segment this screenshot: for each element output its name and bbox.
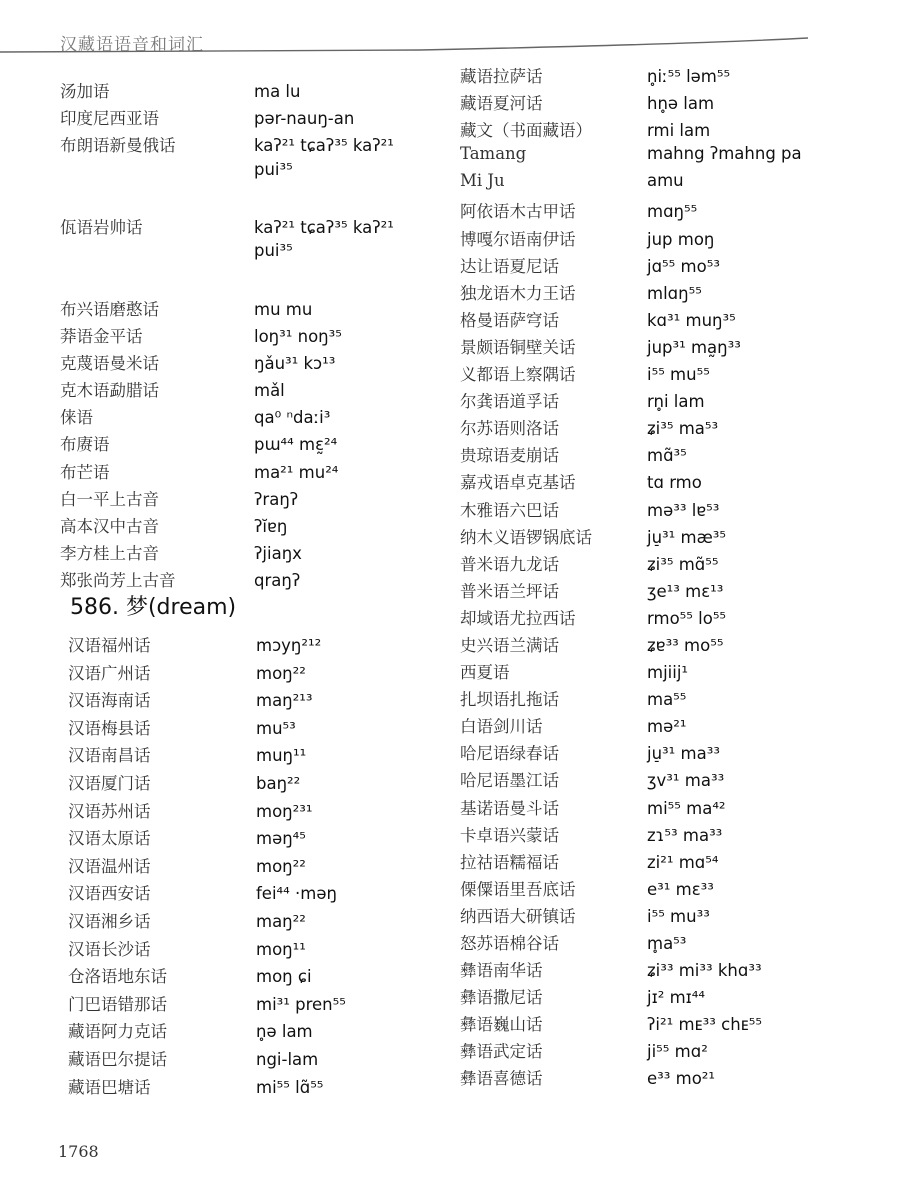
word-row [460,280,890,307]
word-row [68,632,448,660]
word-row [60,160,440,187]
word-row [460,957,890,984]
entry-left-column [68,632,448,1101]
word-form: fei⁴⁴ ·məŋ [256,884,337,904]
word-row [460,442,890,469]
language-name: 汉语太原话 [68,829,151,849]
language-name: 彝语南华话 [460,961,543,981]
word-form: pui³⁵ [254,241,293,261]
word-form: mə²¹ [647,717,687,737]
language-name: 白语剑川话 [460,717,543,737]
word-row [460,1065,890,1092]
word-form: mu⁵³ [256,718,296,738]
word-form: n̥ə lam [256,1022,313,1042]
word-row [60,404,440,431]
word-row [60,486,440,513]
word-form: moŋ¹¹ [256,939,306,959]
word-form: mi³¹ pren⁵⁵ [256,994,346,1014]
word-form: jɑ⁵⁵ mo⁵³ [647,256,720,276]
language-name: 汉语温州话 [68,856,151,876]
word-row [460,795,890,822]
word-form: pui³⁵ [254,159,293,179]
word-form: ʒe¹³ mɛ¹³ [647,581,724,601]
language-name: 阿依语木古甲话 [460,202,576,222]
word-form: mə³³ lɐ⁵³ [647,500,720,520]
word-form: ma⁵⁵ [647,690,687,710]
word-form: zɿ⁵³ ma³³ [647,825,723,845]
word-form: mi⁵⁵ lɑ̃⁵⁵ [256,1077,324,1097]
language-name: 彝语喜德话 [460,1069,543,1089]
word-form: ʔĭɐŋ [254,517,288,536]
entry-title: 586. 梦(dream) [70,595,237,620]
language-name: 高本汉中古音 [60,517,159,536]
word-row [460,605,890,632]
language-name: 嘉戎语卓克基话 [460,473,576,493]
language-name: 卡卓语兴蒙话 [460,825,559,845]
word-form: rmo⁵⁵ lo⁵⁵ [647,608,727,628]
word-form: ju̠³¹ ma³³ [647,744,720,764]
word-row [460,659,890,686]
word-row [68,715,448,743]
word-form: pər-nauŋ-an [254,109,355,129]
word-row [60,214,440,241]
word-form: ŋǎu³¹ kɔ¹³ [254,353,336,373]
word-row [68,687,448,715]
language-name: 拉祜语糯福话 [460,852,559,872]
language-name: 达让语夏尼话 [460,256,559,276]
word-form: ʑɐ³³ mo⁵⁵ [647,635,724,655]
word-row [68,798,448,826]
word-row [460,686,890,713]
word-row [460,740,890,767]
word-row [68,853,448,881]
language-name: 汉语湘乡话 [68,911,151,931]
word-row [460,524,890,551]
word-form: jɪ² mɪ⁴⁴ [647,988,706,1008]
word-form: mjiij¹ [647,663,689,683]
word-row [68,770,448,798]
language-name: 普米语兰坪话 [460,581,559,601]
word-form: pɯ⁴⁴ mɛ̰²⁴ [254,435,338,455]
word-form: moŋ²² [256,856,306,876]
word-form: ʑi³⁵ ma⁵³ [647,419,719,439]
word-row [460,307,890,334]
word-row [460,415,890,442]
language-name: 佤语岩帅话 [60,217,143,237]
word-form: moŋ²³¹ [256,801,313,821]
word-form: mɔyŋ²¹² [256,636,322,655]
word-form: ʑi³³ mi³³ khɑ³³ [647,961,762,981]
word-form: ʒv³¹ ma³³ [647,771,725,791]
word-row [60,377,440,404]
word-row [68,880,448,908]
word-row [68,1046,448,1074]
language-name: 独龙语木力王话 [460,283,576,303]
word-form: i⁵⁵ mu³³ [647,906,710,926]
word-row [60,132,440,159]
word-row [60,268,440,295]
word-form: ma lu [254,82,301,101]
language-name: 仓洛语地东话 [68,967,167,987]
word-form: ngi-lam [256,1049,319,1069]
word-form: qa⁰ ⁿdaːi³ [254,408,331,428]
language-name: 汉语海南话 [68,691,151,711]
language-name: 格曼语萨穹话 [460,310,559,330]
language-name: 义都语上察隅话 [460,365,576,385]
language-name: 史兴语兰满话 [460,635,559,655]
language-name: 汉语梅县话 [68,718,151,738]
word-form: kaʔ²¹ tɕaʔ³⁵ kaʔ²¹ [254,136,394,156]
language-name: 汉语长沙话 [68,939,151,959]
word-row [68,742,448,770]
language-name: 门巴语错那话 [68,994,167,1014]
word-form: kɑ³¹ muŋ³⁵ [647,310,736,330]
word-row [460,713,890,740]
language-name: 克蔑语曼米话 [60,353,159,373]
language-name: 纳木义语锣锅底话 [460,527,592,547]
word-form: ju̠³¹ mæ³⁵ [647,527,727,547]
language-name: 彝语撒尼话 [460,988,543,1008]
word-form: amu [647,171,684,191]
language-name: 克木语勐腊话 [60,381,159,401]
word-row [68,1074,448,1102]
language-name: 尔龚语道孚话 [460,392,559,412]
word-form: moŋ ɕi [256,967,312,987]
word-row [460,930,890,957]
word-form: n̥iː⁵⁵ ləm⁵⁵ [647,67,731,86]
word-row [460,63,890,90]
word-form: ʔi²¹ mᴇ³³ chᴇ⁵⁵ [647,1015,762,1035]
language-name: 普米语九龙话 [460,554,559,574]
word-row [460,497,890,524]
language-name: 汉语广州话 [68,663,151,683]
word-row [68,936,448,964]
entry-right-column [460,63,890,1093]
word-row [460,849,890,876]
word-form: maŋ²¹³ [256,691,313,711]
language-name: 彝语巍山话 [460,1015,543,1035]
word-form: mahng ʔmahng pa [647,144,802,164]
language-name: 汉语厦门话 [68,773,151,793]
word-row [460,1011,890,1038]
language-name: 尔苏语则洛话 [460,419,559,439]
word-row [60,350,440,377]
language-name: 木雅语六巴话 [460,500,559,520]
language-name: 景颇语铜壁关话 [460,337,576,357]
language-name: 莽语金平话 [60,326,143,346]
language-name: 李方桂上古音 [60,544,159,564]
word-row [460,984,890,1011]
language-name: 藏语巴塘话 [68,1077,151,1097]
word-form: kaʔ²¹ tɕaʔ³⁵ kaʔ²¹ [254,217,394,237]
word-row [460,144,890,171]
language-name: Mi Ju [460,171,505,191]
word-row [460,578,890,605]
word-form: e³³ mo²¹ [647,1069,716,1089]
language-name: 藏语阿力克话 [68,1022,167,1042]
language-name: 布芒语 [60,462,110,482]
language-name: 哈尼语绿春话 [460,744,559,764]
word-form: rn̥i lam [647,392,705,412]
word-form: baŋ²² [256,773,301,793]
word-row [60,459,440,486]
language-name: 汉语西安话 [68,884,151,904]
language-name: 扎坝语扎拖话 [460,690,559,710]
word-row [460,876,890,903]
language-name: 傈僳语里吾底话 [460,879,576,899]
word-form: tɑ rmo [647,473,702,493]
word-row [460,253,890,280]
word-form: qraŋʔ [254,571,301,591]
language-name: 汉语福州话 [68,636,151,655]
language-name: 俫语 [60,408,93,428]
word-row [460,551,890,578]
word-row [68,963,448,991]
language-name: 藏文（书面藏语） [460,121,592,141]
word-form: jup moŋ [647,229,715,249]
language-name: 彝语武定话 [460,1042,543,1062]
word-form: ma²¹ mu²⁴ [254,462,339,482]
language-name: 藏语夏河话 [460,94,543,114]
word-form: i⁵⁵ mu⁵⁵ [647,365,710,385]
language-name: 西夏语 [460,663,510,683]
language-name: 藏语拉萨话 [460,67,543,86]
word-form: mlɑŋ⁵⁵ [647,283,702,303]
word-row [60,241,440,268]
word-form: muŋ¹¹ [256,746,307,766]
language-name: 白一平上古音 [60,489,159,509]
word-form: mu mu [254,299,313,319]
language-name: 布赓语 [60,435,110,455]
word-row [60,296,440,323]
word-form: məŋ⁴⁵ [256,829,306,849]
word-row [460,388,890,415]
word-row [60,431,440,458]
language-name: 汤加语 [60,82,110,101]
prev-entry-column [60,78,440,595]
word-form: m̥a⁵³ [647,934,687,953]
word-row [460,171,890,198]
word-row [460,226,890,253]
word-row [460,117,890,144]
word-row [60,187,440,214]
word-row [60,513,440,540]
language-name: 布朗语新曼俄话 [60,136,176,156]
language-name: 哈尼语墨江话 [460,771,559,791]
word-row [60,105,440,132]
word-form: mɑŋ⁵⁵ [647,202,698,222]
word-row [68,991,448,1019]
word-row [68,908,448,936]
word-form: mɑ̃³⁵ [647,446,687,466]
word-form: ʑi³⁵ mɑ̃⁵⁵ [647,554,719,574]
word-form: mi⁵⁵ ma⁴² [647,798,726,818]
word-row [460,361,890,388]
language-name: 郑张尚芳上古音 [60,571,176,591]
word-form: ʔraŋʔ [254,489,299,509]
word-row [68,825,448,853]
word-row [460,469,890,496]
word-row [460,334,890,361]
language-name: Tamang [460,144,527,164]
word-row [460,822,890,849]
word-row [60,323,440,350]
page-number: 1768 [58,1142,99,1161]
running-header: 汉藏语语音和词汇 [60,35,204,55]
word-form: zi²¹ mɑ⁵⁴ [647,852,719,872]
word-form: mǎl [254,381,285,401]
word-form: jup³¹ ma̰ŋ³³ [647,337,741,357]
word-form: e³¹ mɛ³³ [647,879,714,899]
word-form: loŋ³¹ noŋ³⁵ [254,326,342,346]
language-name: 印度尼西亚语 [60,109,159,129]
word-row [460,198,890,225]
word-row [460,1038,890,1065]
word-row [460,632,890,659]
language-name: 却域语尤拉西话 [460,608,576,628]
language-name: 纳西语大研镇话 [460,906,576,926]
language-name: 博嘎尔语南伊话 [460,229,576,249]
language-name: 怒苏语棉谷话 [460,934,559,953]
word-form: rmi lam [647,121,711,141]
word-form: hn̥ə lam [647,94,715,114]
word-row [460,903,890,930]
word-row [68,1018,448,1046]
word-form: ʔjiaŋx [254,544,302,564]
word-row [460,90,890,117]
word-row [68,660,448,688]
language-name: 贵琼语麦崩话 [460,446,559,466]
language-name: 汉语苏州话 [68,801,151,821]
word-form: moŋ²² [256,663,306,683]
language-name: 藏语巴尔提话 [68,1049,167,1069]
language-name: 汉语南昌话 [68,746,151,766]
language-name: 布兴语磨憨话 [60,299,159,319]
word-row [460,767,890,794]
word-row [60,540,440,567]
word-form: maŋ²² [256,911,306,931]
language-name: 基诺语曼斗话 [460,798,559,818]
word-form: ji⁵⁵ mɑ² [647,1042,708,1062]
word-row [60,78,440,105]
